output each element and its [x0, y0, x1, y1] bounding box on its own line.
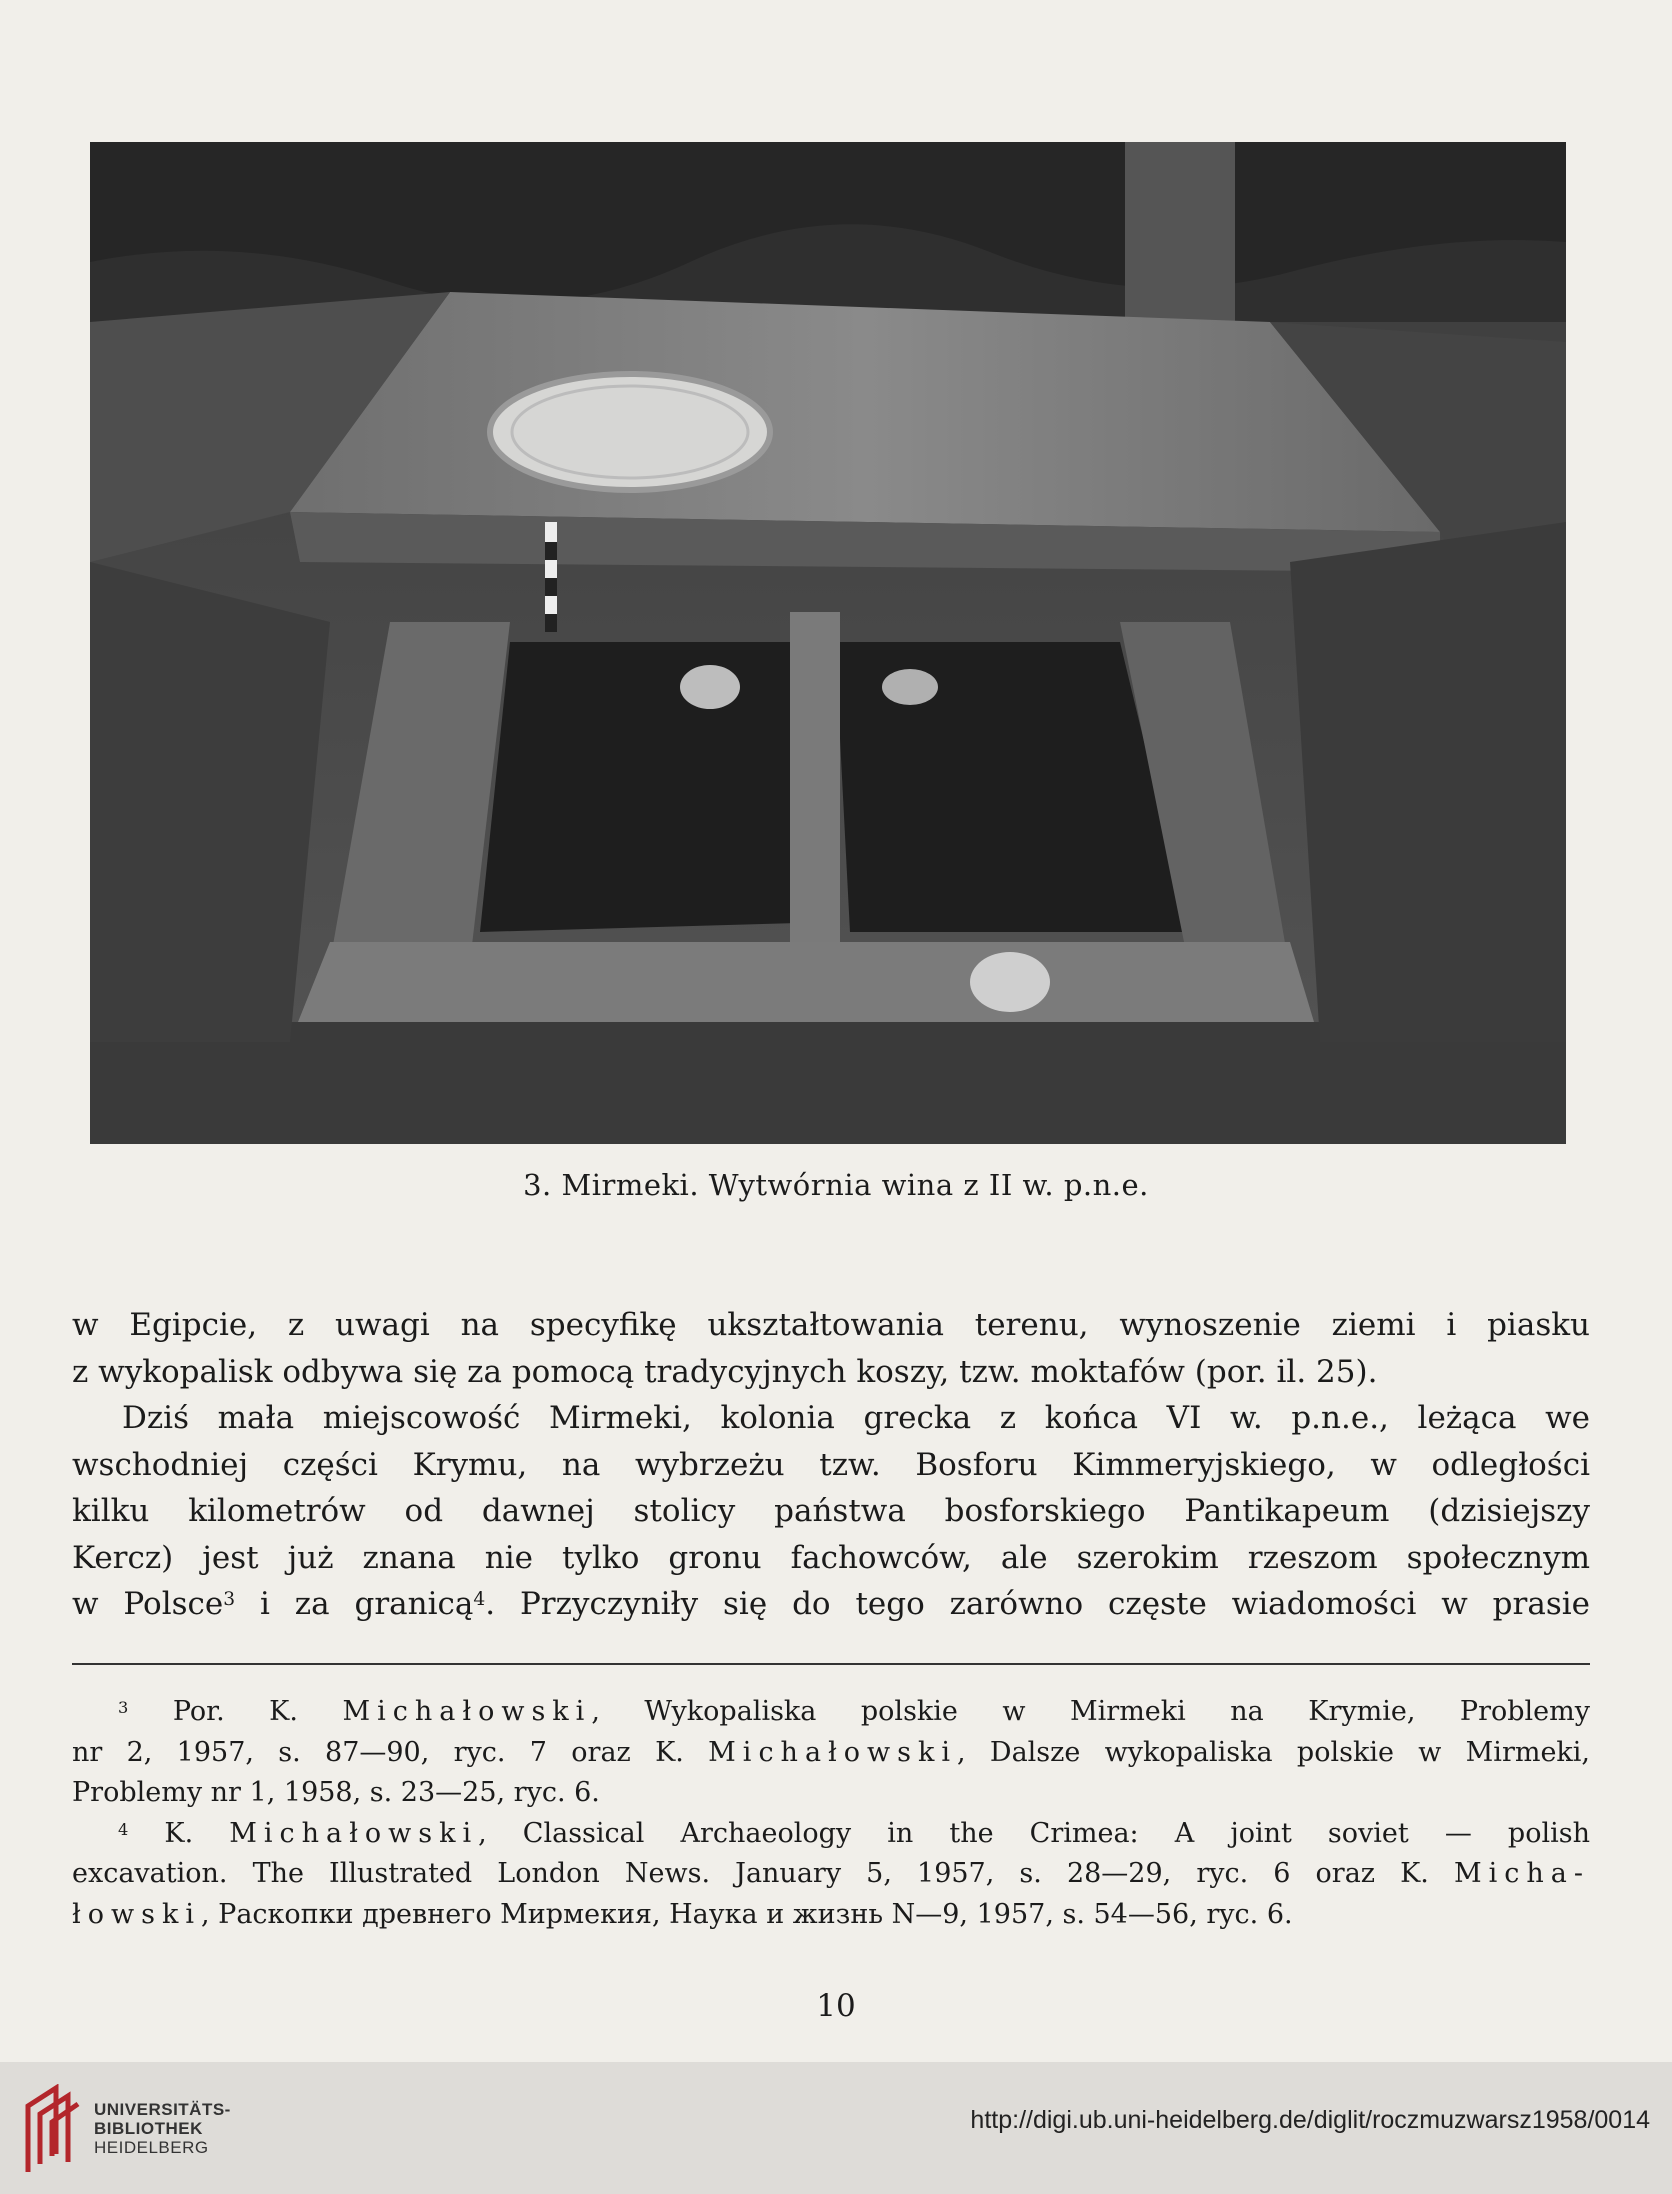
footnote-text: , Classical Archaeology in the Crimea: A joint soviet — polish [478, 1817, 1590, 1849]
text-line: z wykopalisk odbywa się za pomocą tradycyjnych koszy, tzw. moktafów (por. il. 25). [72, 1353, 1378, 1390]
footnote-text: excavation. The Illustrated London News. January 5, 1957, s. 28—29, ryc. 6 oraz K. [72, 1858, 1454, 1889]
footer-bar [0, 2062, 1672, 2194]
text-line: Kercz) jest już znana nie tylko gronu fachowców, ale szerokim rzeszom społecznym [72, 1539, 1590, 1576]
footnote-3-line [72, 1733, 1590, 1774]
footnote-author: Michałowski [708, 1736, 958, 1768]
footnote-mark: 3 [118, 1698, 129, 1717]
source-url-link[interactable]: http://digi.ub.uni-heidelberg.de/diglit/roczmuzwarsz1958/0014 [970, 2106, 1650, 2134]
footnote-3-line [72, 1692, 1590, 1733]
text-line: Dziś mała miejscowość Mirmeki, kolonia grecka z końca VI w. p.n.e., leżąca we [122, 1400, 1590, 1436]
text-fragment: w Polsce [72, 1586, 224, 1622]
footnote-text: nr 2, 1957, s. 87—90, ryc. 7 oraz K. [72, 1736, 709, 1768]
university-library-logo-icon [20, 2084, 82, 2174]
footnote-text: K. [128, 1817, 230, 1849]
text-line [72, 1581, 1590, 1628]
footnote-4-line [72, 1814, 1590, 1855]
footnote-author: Micha- [1453, 1858, 1590, 1889]
footnote-3-line: Problemy nr 1, 1958, s. 23—25, ryc. 6. [72, 1777, 600, 1808]
text-line: w Egipcie, z uwagi na specyfikę ukształtowania terenu, wynoszenie ziemi i piasku [72, 1307, 1590, 1343]
logo-line: UNIVERSITÄTS- [94, 2100, 231, 2119]
logo-line: BIBLIOTHEK [94, 2119, 203, 2138]
footnotes [72, 1692, 1590, 1935]
page-number: 10 [816, 1988, 856, 2024]
figure-caption: 3. Mirmeki. Wytwórnia wina z II w. p.n.e. [523, 1168, 1149, 1202]
footnote-text: Por. K. [128, 1696, 343, 1727]
library-logo-text [94, 2100, 231, 2157]
footnote-text: , Wykopaliska polskie w Mirmeki na Krymie, Problemy [591, 1696, 1590, 1727]
text-fragment: . Przyczyniły się do tego zarówno częste wiadomości w prasie [485, 1586, 1590, 1622]
footnote-author: łowski [72, 1898, 201, 1930]
logo-line: HEIDELBERG [94, 2138, 209, 2157]
footnote-author: Michałowski [229, 1817, 479, 1849]
footnote-author: Michałowski [342, 1696, 592, 1727]
text-line: kilku kilometrów od dawnej stolicy państwa bosforskiego Pantikapeum (dzisiejszy [72, 1493, 1590, 1529]
footnote-4-line [72, 1895, 1590, 1936]
footnote-text: , Раскопки древнего Мирмекия, Наука и жизнь N—9, 1957, s. 54—56, ryc. 6. [200, 1898, 1293, 1930]
excavation-photo [90, 142, 1566, 1144]
excavation-photo-drawing [90, 142, 1566, 1144]
footnote-ref: 3 [223, 1589, 236, 1610]
footnote-text: , Dalsze wykopaliska polskie w Mirmeki, [957, 1736, 1591, 1768]
text-fragment: i za granicą [235, 1586, 474, 1622]
text-line: wschodniej części Krymu, na wybrzeżu tzw. Bosforu Kimmeryjskiego, w odległości [72, 1446, 1590, 1483]
body-text [72, 1302, 1590, 1628]
footnote-divider [72, 1663, 1590, 1665]
footnote-ref: 4 [473, 1589, 486, 1610]
footnote-mark: 4 [118, 1819, 129, 1839]
footnote-4-line [72, 1854, 1590, 1895]
